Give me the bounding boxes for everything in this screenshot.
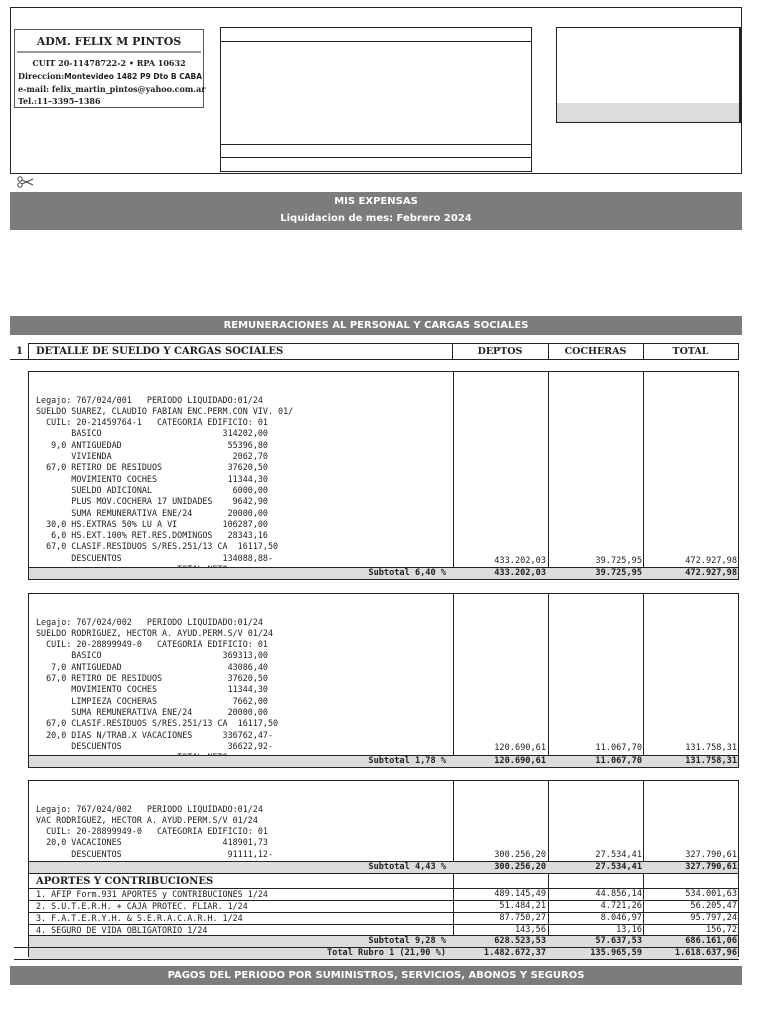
total-rubro-label: Total Rubro 1 (21,90 %) — [327, 948, 446, 958]
block-2-amount-deptos: 120.690,61 — [494, 743, 546, 753]
aportes-title: APORTES Y CONTRIBUCIONES — [36, 876, 214, 887]
block-1-subtotal-deptos: 433.202,03 — [494, 568, 546, 578]
total-rubro-deptos: 1.482.672,37 — [483, 948, 546, 958]
total-rubro-cocheras: 135.965,59 — [590, 948, 642, 958]
banner-title: MIS EXPENSAS — [334, 196, 418, 207]
block-2-amount-cocheras: 11.067,70 — [595, 743, 642, 753]
total-rubro-total: 1.618.637,96 — [674, 948, 737, 958]
block-1-amount-cocheras: 39.725,95 — [595, 556, 642, 566]
block-3-amount-total: 327.790,61 — [685, 850, 737, 860]
block-1-subtotal-label: Subtotal 6,40 % — [368, 568, 446, 578]
aportes-row-3-total: 95.797,24 — [690, 913, 737, 923]
direccion-label: Direccion: — [18, 71, 65, 81]
table-header-total: TOTAL — [672, 346, 709, 357]
admin-info-box — [14, 29, 204, 108]
section-title-pagos: PAGOS DEL PERIODO POR SUMINISTROS, SERVICIOS, ABONOS Y SEGUROS — [10, 966, 742, 985]
scissors-icon — [17, 173, 35, 192]
aportes-row-2-deptos: 51.484,21 — [499, 901, 546, 911]
address-box — [220, 27, 532, 172]
phone: Tel.:11–3395–1386 — [18, 96, 101, 106]
aportes-row-4-cocheras: 13,16 — [616, 925, 642, 935]
block-2-subtotal-deptos: 120.690,61 — [494, 756, 546, 766]
right-info-box — [556, 27, 741, 123]
aportes-row-3-cocheras: 8.046,97 — [600, 913, 642, 923]
block-1-amount-total: 472.927,98 — [685, 556, 737, 566]
admin-name-divider — [17, 51, 201, 53]
block-3-subtotal-total: 327.790,61 — [685, 862, 737, 872]
aportes-row-4-label: 4. SEGURO DE VIDA OBLIGATORIO 1/24 — [36, 925, 208, 935]
aportes-row-2-label: 2. S.U.T.E.R.H. + CAJA PROTEC. FLIAR. 1/24 — [36, 901, 248, 911]
aportes-subtotal-label: Subtotal 9,28 % — [368, 936, 446, 946]
table-header-deptos: DEPTOS — [477, 346, 523, 357]
aportes-row-4-total: 156,72 — [705, 925, 737, 935]
table-header-num: 1 — [16, 346, 23, 357]
aportes-subtotal-total: 686.161,06 — [685, 936, 737, 946]
table-header-cocheras: COCHERAS — [564, 346, 627, 357]
aportes-row-1-deptos: 489.145,49 — [494, 889, 546, 899]
mis-expensas-banner — [10, 192, 742, 230]
direccion — [18, 71, 204, 81]
aportes-row-3-label: 3. F.A.T.E.R.Y.H. & S.E.R.A.C.A.R.H. 1/24 — [36, 913, 243, 923]
block-2-amount-total: 131.758,31 — [685, 743, 737, 753]
aportes-row-2-cocheras: 4.721,26 — [600, 901, 642, 911]
section-title-remuneraciones: REMUNERACIONES AL PERSONAL Y CARGAS SOCIALES — [10, 316, 742, 335]
aportes-row-4-deptos: 143,56 — [514, 925, 546, 935]
cuit: CUIT 20-11478722-2 • RPA 10632 — [32, 58, 186, 68]
block-3-amount-deptos: 300.256,20 — [494, 850, 546, 860]
aportes-subtotal-deptos: 628.523,53 — [494, 936, 546, 946]
banner-subtitle: Liquidacion de mes: Febrero 2024 — [280, 213, 472, 224]
aportes-row-1-total: 534.001,63 — [685, 889, 737, 899]
email: e-mail: felix_martin_pintos@yahoo.com.ar — [18, 84, 206, 94]
aportes-row-1-cocheras: 44.856,14 — [595, 889, 642, 899]
block-2-subtotal-total: 131.758,31 — [685, 756, 737, 766]
direccion-value: Montevideo 1482 P9 Dto B CABA — [64, 72, 203, 81]
block-3-subtotal-deptos: 300.256,20 — [494, 862, 546, 872]
admin-name: ADM. FELIX M PINTOS — [36, 35, 182, 48]
aportes-row-2-total: 56.205,47 — [690, 901, 737, 911]
salary-block-2-detail: Legajo: 767/024/002 PERIODO LIQUIDADO:01/24 SUELDO RODRIGUEZ, HECTOR A. AYUD.PERM.S/V 01/24 CUIL: 20-28899949-0 CATEGORIA EDIFICIO: 01 BASICO 369313,00 7,0 ANTIGUEDAD 43086,40 67,0 RETIRO DE RESIDUOS 37620,50 MOVIMIENTO COCHES 11344,30 LIMPIEZA COCHERAS 7662,00 SUMA REMUNERATIVA ENE/24 20000,00 67,0 CLASIF.RESIDUOS S/RES.251/13 CA 16117,50 20,0 DIAS N/TRAB.X VACACIONES 336762,47- DESCUENTOS 36622,92- — [36, 616, 279, 751]
block-1-amount-deptos: 433.202,03 — [494, 556, 546, 566]
block-3-amount-cocheras: 27.534,41 — [595, 850, 642, 860]
salary-block-3-detail: Legajo: 767/024/002 PERIODO LIQUIDADO:01/24 VAC RODRIGUEZ, HECTOR A. AYUD.PERM.S/V 01/24 CUIL: 20-28899949-0 CATEGORIA EDIFICIO: 01 20,0 VACACIONES 418901,73 DESCUENTOS 91111,12- — [36, 803, 273, 859]
block-2-subtotal-label: Subtotal 1,78 % — [368, 756, 446, 766]
block-3-subtotal-cocheras: 27.534,41 — [595, 862, 642, 872]
aportes-row-1-label: 1. AFIP Form.931 APORTES y CONTRIBUCIONES 1/24 — [36, 889, 268, 899]
salary-block-1-detail: Legajo: 767/024/001 PERIODO LIQUIDADO:01/24 SUELDO SUAREZ, CLAUDIO FABIAN ENC.PERM.CON VIV. 01/ CUIL: 20-21459764-1 CATEGORIA EDIFICIO: 01 BASICO 314202,00 9,0 ANTIGUEDAD 55396,80 VIVIENDA 2062,70 67,0 RETIRO DE RESIDUOS 37620,50 MOVIMIENTO COCHES 11344,30 SUELDO ADICIONAL 6000,00 PLUS MOV.COCHERA 17 UNIDADES 9642,90 SUMA REMUNERATIVA ENE/24 20000,00 30,0 HS.EXTRAS 50% LU A VI 106287,00 6,0 HS.EXT.100% RET.RES.DOMINGOS 28343,16 67,0 CLASIF.RESIDUOS S/RES.251/13 CA 16117,50 DESCUENTOS 134088,88- — [36, 394, 294, 563]
aportes-subtotal-cocheras: 57.637,53 — [595, 936, 642, 946]
table-header-detail: DETALLE DE SUELDO Y CARGAS SOCIALES — [36, 346, 284, 357]
block-1-subtotal-total: 472.927,98 — [685, 568, 737, 578]
aportes-row-3-deptos: 87.750,27 — [499, 913, 546, 923]
block-3-subtotal-label: Subtotal 4,43 % — [368, 862, 446, 872]
block-1-subtotal-cocheras: 39.725,95 — [595, 568, 642, 578]
block-2-subtotal-cocheras: 11.067,70 — [595, 756, 642, 766]
